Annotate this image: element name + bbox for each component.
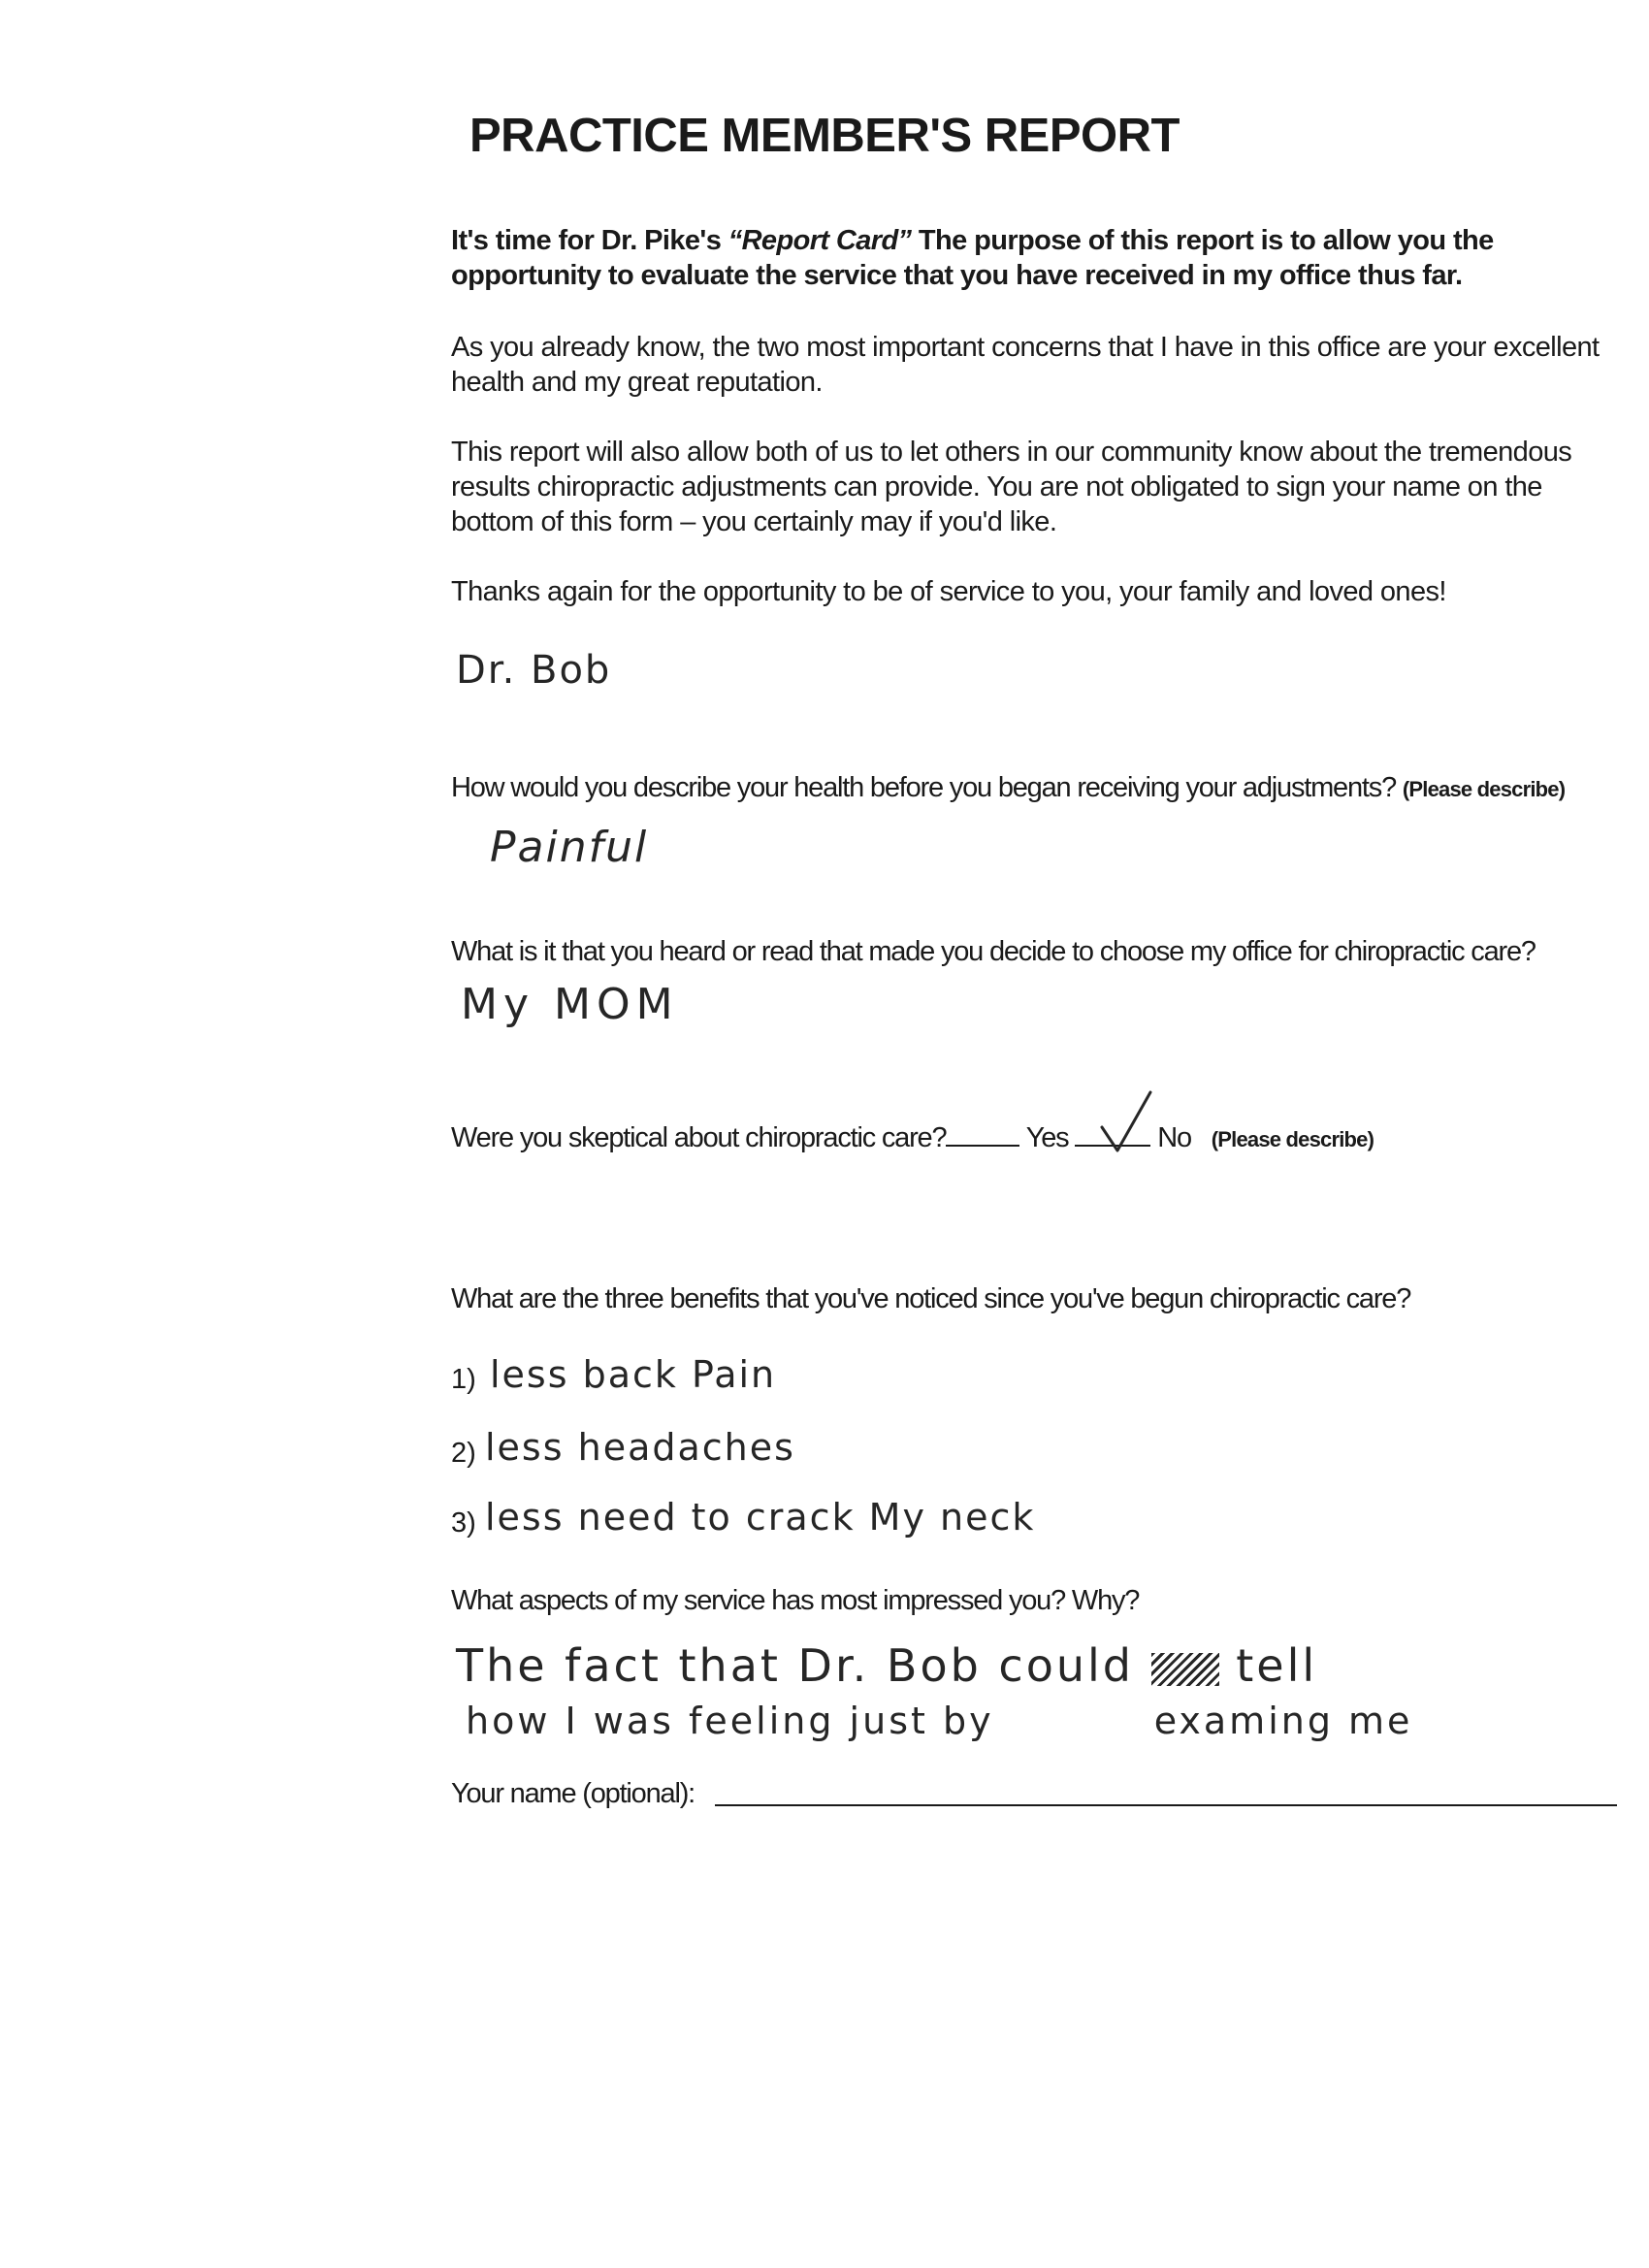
answer-impressed-line1-text: The fact that Dr. Bob could: [456, 1639, 1134, 1692]
yes-blank[interactable]: [946, 1145, 1019, 1147]
yes-label: Yes: [1025, 1122, 1069, 1153]
intro-paragraph-3: This report will also allow both of us to let others in our community know about the tremendous results chiropractic adjustments can provide. You are not obligated to sign your name on the bottom of this form – you certainly may if you'd like.: [451, 437, 1572, 537]
question-skeptical-text: Were you skeptical about chiropractic care?: [451, 1122, 947, 1153]
benefit-number-1: 1): [451, 1364, 476, 1395]
answer-impressed-line2[interactable]: [466, 1700, 1412, 1742]
question-heard: What is it that you heard or read that made you decide to choose my office for chiropractic care?: [451, 936, 1536, 967]
intro-paragraph-4: Thanks again for the opportunity to be of service to you, your family and loved ones!: [451, 576, 1446, 607]
benefit-number-3: 3): [451, 1507, 476, 1539]
checkmark-icon: [1096, 1088, 1154, 1156]
benefit-answer-1[interactable]: less back Pain: [490, 1353, 777, 1396]
benefit-answer-3[interactable]: less need to crack My neck: [485, 1496, 1036, 1539]
question-benefits: What are the three benefits that you've noticed since you've begun chiropractic care?: [451, 1283, 1411, 1314]
benefit-number-2: 2): [451, 1438, 476, 1469]
no-label: No: [1157, 1122, 1191, 1153]
report-card-phrase: “Report Card”: [728, 225, 912, 256]
intro-paragraph-1: [451, 223, 1620, 293]
question-health: [451, 772, 1565, 804]
question-health-text: How would you describe your health before you began receiving your adjustments?: [451, 772, 1396, 803]
answer-impressed-line2-text: how I was feeling just by: [466, 1700, 994, 1742]
name-field[interactable]: [715, 1804, 1617, 1806]
question-skeptical: [451, 1122, 1374, 1154]
intro-p1-rest: The purpose of this report is to allow you the opportunity to evaluate the service that you have received in my office thus far.: [451, 225, 1494, 291]
answer-heard[interactable]: My MOM: [461, 980, 679, 1029]
answer-health[interactable]: Painful: [490, 823, 649, 872]
signature: Dr. Bob: [456, 648, 612, 693]
question-impressed: What aspects of my service has most impressed you? Why?: [451, 1585, 1140, 1616]
page-title: PRACTICE MEMBER'S REPORT: [469, 110, 1180, 162]
intro-p1-lead: It's time for Dr. Pike's: [451, 225, 728, 256]
answer-impressed-line2-end: examing me: [1153, 1700, 1413, 1742]
intro-paragraph-2: As you already know, the two most important concerns that I have in this office are your excellent health and my great reputation.: [451, 332, 1600, 398]
answer-impressed-line1[interactable]: [456, 1639, 1317, 1692]
question-health-hint: (Please describe): [1402, 777, 1566, 801]
name-label: Your name (optional):: [451, 1778, 695, 1809]
benefit-answer-2[interactable]: less headaches: [485, 1426, 795, 1469]
scribble-icon: [1151, 1653, 1219, 1686]
question-skeptical-hint: (Please describe): [1211, 1127, 1374, 1151]
answer-impressed-line1-end: tell: [1236, 1639, 1318, 1692]
